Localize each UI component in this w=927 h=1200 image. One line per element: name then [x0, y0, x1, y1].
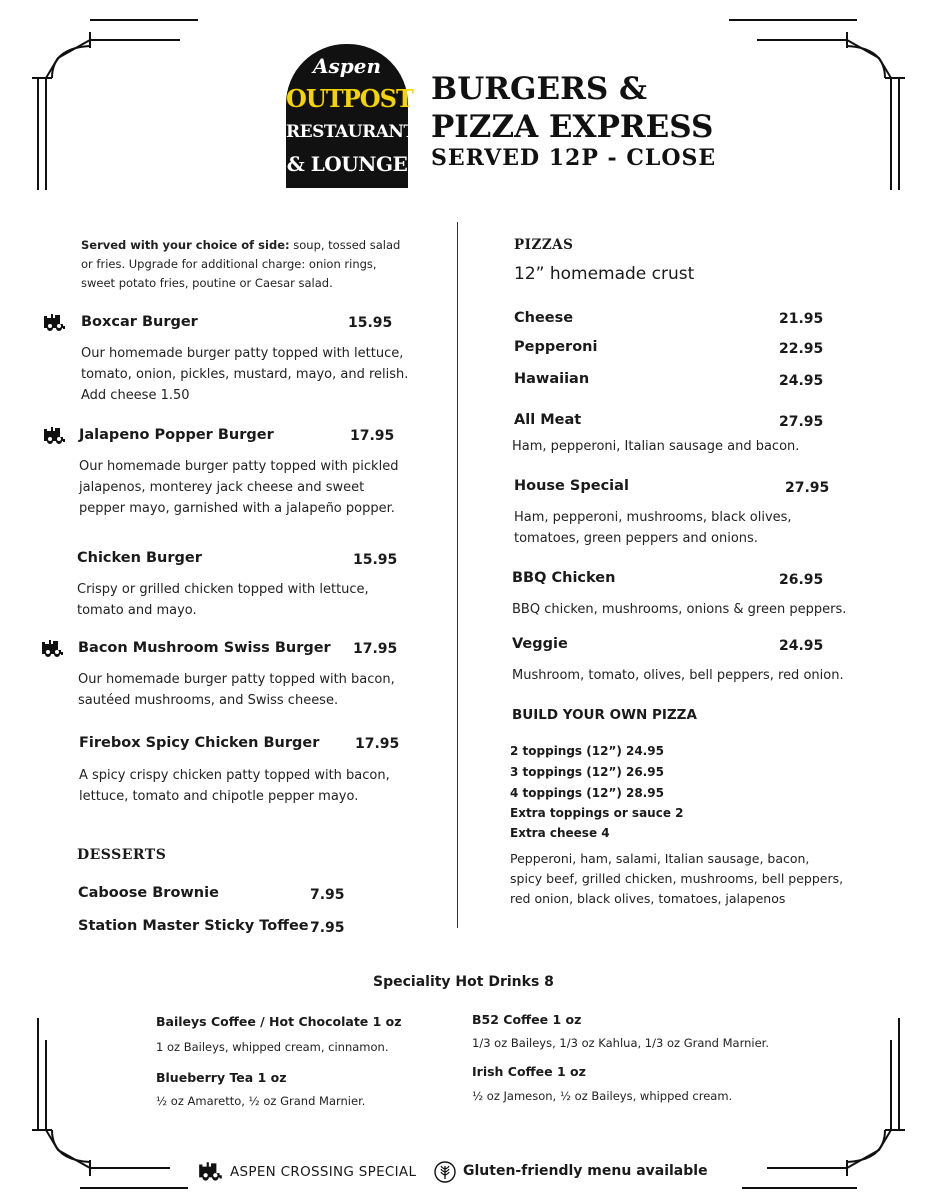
- build-option: Extra toppings or sauce 2: [510, 806, 684, 820]
- burger-price: 15.95: [348, 315, 393, 331]
- dessert-price: 7.95: [310, 920, 345, 936]
- corner-ornament-top-right: [727, 18, 907, 193]
- topping-list: Pepperoni, ham, salami, Italian sausage, bacon, spicy beef, grilled chicken, mushrooms, bell peppers, red onion, black olives, tomatoes, jalapenos: [510, 851, 844, 906]
- burger-price: 17.95: [355, 736, 400, 752]
- special-legend: ASPEN CROSSING SPECIAL: [230, 1164, 417, 1180]
- pizzas-subheading: 12” homemade crust: [514, 264, 695, 284]
- pizza-price: 21.95: [779, 311, 824, 327]
- page-title-line-2: PIZZA EXPRESS: [431, 109, 714, 145]
- build-option: 3 toppings (12”) 26.95: [510, 765, 664, 779]
- pizza-name: All Meat: [514, 412, 582, 428]
- column-divider: [457, 222, 458, 928]
- pizza-name: Cheese: [514, 310, 574, 326]
- page-title-line-1: BURGERS &: [431, 71, 648, 107]
- drink-name: Blueberry Tea 1 oz: [156, 1070, 287, 1085]
- pizza-name: Veggie: [512, 636, 568, 652]
- gluten-legend: Gluten-friendly menu available: [463, 1163, 708, 1179]
- dessert-name: Station Master Sticky Toffee: [78, 918, 309, 934]
- drink-description: 1 oz Baileys, whipped cream, cinnamon.: [156, 1040, 389, 1054]
- train-icon: [40, 638, 66, 660]
- build-option: Extra cheese 4: [510, 826, 610, 840]
- burger-sides-intro: [81, 236, 411, 293]
- drink-name: B52 Coffee 1 oz: [472, 1012, 582, 1027]
- build-option: 4 toppings (12”) 28.95: [510, 786, 664, 800]
- pizza-price: 24.95: [779, 638, 824, 654]
- pizza-description: Ham, pepperoni, Italian sausage and bacon.: [512, 439, 800, 454]
- pizzas-heading: PIZZAS: [514, 237, 574, 253]
- dessert-price: 7.95: [310, 887, 345, 903]
- build-your-own-heading: BUILD YOUR OWN PIZZA: [512, 707, 697, 723]
- logo-line-4: & LOUNGE: [286, 152, 408, 176]
- desserts-heading: DESSERTS: [77, 847, 167, 863]
- pizza-name: Pepperoni: [514, 339, 598, 355]
- burger-name: Firebox Spicy Chicken Burger: [79, 735, 320, 751]
- drink-description: 1/3 oz Baileys, 1/3 oz Kahlua, 1/3 oz Grand Marnier.: [472, 1036, 770, 1050]
- burger-description: Our homemade burger patty topped with bacon, sautéed mushrooms, and Swiss cheese.: [78, 672, 395, 708]
- train-icon: [197, 1160, 225, 1184]
- pizza-name: Hawaiian: [514, 371, 590, 387]
- logo-line-3: RESTAURANT: [286, 122, 416, 142]
- pizza-price: 22.95: [779, 341, 824, 357]
- burger-description: A spicy crispy chicken patty topped with bacon, lettuce, tomato and chipotle pepper mayo.: [79, 768, 390, 804]
- pizza-name: House Special: [514, 478, 629, 494]
- burger-sides-intro-bold: Served with your choice of side:: [81, 238, 290, 252]
- pizza-name: BBQ Chicken: [512, 570, 616, 586]
- burger-name: Jalapeno Popper Burger: [79, 427, 274, 443]
- drink-description: ½ oz Amaretto, ½ oz Grand Marnier.: [156, 1094, 366, 1108]
- burger-description: Our homemade burger patty topped with pickled jalapenos, monterey jack cheese and sweet pepper mayo, garnished with a jalapeño popper.: [79, 459, 399, 516]
- pizza-description: BBQ chicken, mushrooms, onions & green peppers.: [512, 602, 847, 617]
- dessert-name: Caboose Brownie: [78, 885, 219, 901]
- pizza-description: Mushroom, tomato, olives, bell peppers, red onion.: [512, 668, 844, 683]
- train-icon: [42, 312, 68, 334]
- burger-price: 17.95: [350, 428, 395, 444]
- drink-name: Baileys Coffee / Hot Chocolate 1 oz: [156, 1014, 402, 1029]
- burger-description: Crispy or grilled chicken topped with lettuce, tomato and mayo.: [77, 582, 369, 618]
- logo-line-1: Aspen: [312, 54, 382, 78]
- pizza-price: 27.95: [785, 480, 830, 496]
- build-option: 2 toppings (12”) 24.95: [510, 744, 664, 758]
- burger-name: Boxcar Burger: [81, 314, 198, 330]
- drinks-heading: Speciality Hot Drinks 8: [373, 974, 554, 990]
- train-icon: [42, 425, 68, 447]
- served-hours: SERVED 12P - CLOSE: [431, 145, 717, 171]
- pizza-price: 26.95: [779, 572, 824, 588]
- burger-price: 15.95: [353, 552, 398, 568]
- restaurant-logo: [286, 44, 416, 188]
- drink-description: ½ oz Jameson, ½ oz Baileys, whipped cream.: [472, 1089, 733, 1103]
- burger-description: Our homemade burger patty topped with lettuce, tomato, onion, pickles, mustard, mayo, and relish. Add cheese 1.50: [81, 346, 409, 403]
- pizza-price: 24.95: [779, 373, 824, 389]
- wheat-circle-icon: [434, 1161, 456, 1183]
- pizza-price: 27.95: [779, 414, 824, 430]
- corner-ornament-top-left: [30, 18, 200, 193]
- burger-price: 17.95: [353, 641, 398, 657]
- pizza-description: Ham, pepperoni, mushrooms, black olives, tomatoes, green peppers and onions.: [514, 510, 792, 546]
- burger-sides-intro-text: soup, tossed salad or fries. Upgrade for additional charge: onion rings, sweet potato fries, poutine or Caesar salad.: [81, 238, 401, 290]
- burger-name: Chicken Burger: [77, 550, 202, 566]
- drink-name: Irish Coffee 1 oz: [472, 1064, 586, 1079]
- logo-line-2: OUTPOST: [286, 84, 413, 113]
- burger-name: Bacon Mushroom Swiss Burger: [78, 640, 331, 656]
